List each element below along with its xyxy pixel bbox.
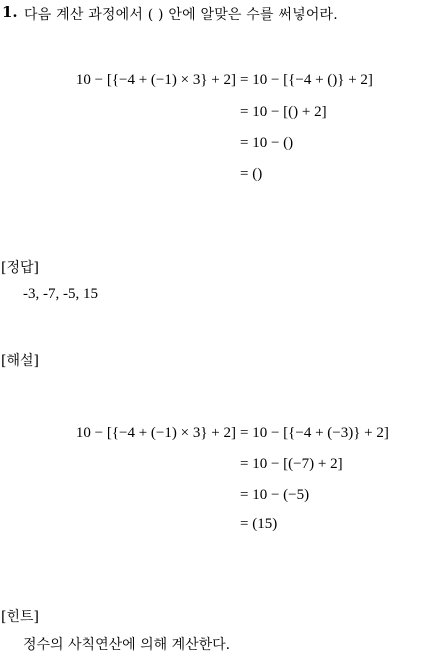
hint-text: 정수의 사칙연산에 의해 계산한다. [23, 637, 231, 653]
solution-equation-lhs: 10 − [{−4 + (−1) × 3} + 2] [75, 425, 236, 441]
solution-step-3: = 10 − (−5) [240, 487, 310, 503]
problem-step-4: = () [240, 166, 263, 182]
hint-label: [힌트] [1, 609, 39, 625]
problem-step-2: = 10 − [() + 2] [240, 104, 327, 120]
solution-step-2: = 10 − [(−7) + 2] [240, 456, 343, 472]
solution-step-1: = 10 − [{−4 + (−3)} + 2] [240, 425, 389, 441]
answer-text: -3, -7, -5, 15 [23, 286, 98, 302]
solution-step-4: = (15) [240, 516, 278, 532]
problem-step-1: = 10 − [{−4 + ()} + 2] [240, 72, 373, 88]
problem-equation-lhs: 10 − [{−4 + (−1) × 3} + 2] [75, 72, 236, 88]
problem-step-3: = 10 − () [240, 135, 294, 151]
answer-label: [정답] [1, 260, 39, 276]
problem-number: 1. [2, 3, 18, 21]
problem-statement: 다음 계산 과정에서 ( ) 안에 알맞은 수를 써넣어라. [24, 7, 338, 23]
solution-label: [해설] [1, 353, 39, 369]
